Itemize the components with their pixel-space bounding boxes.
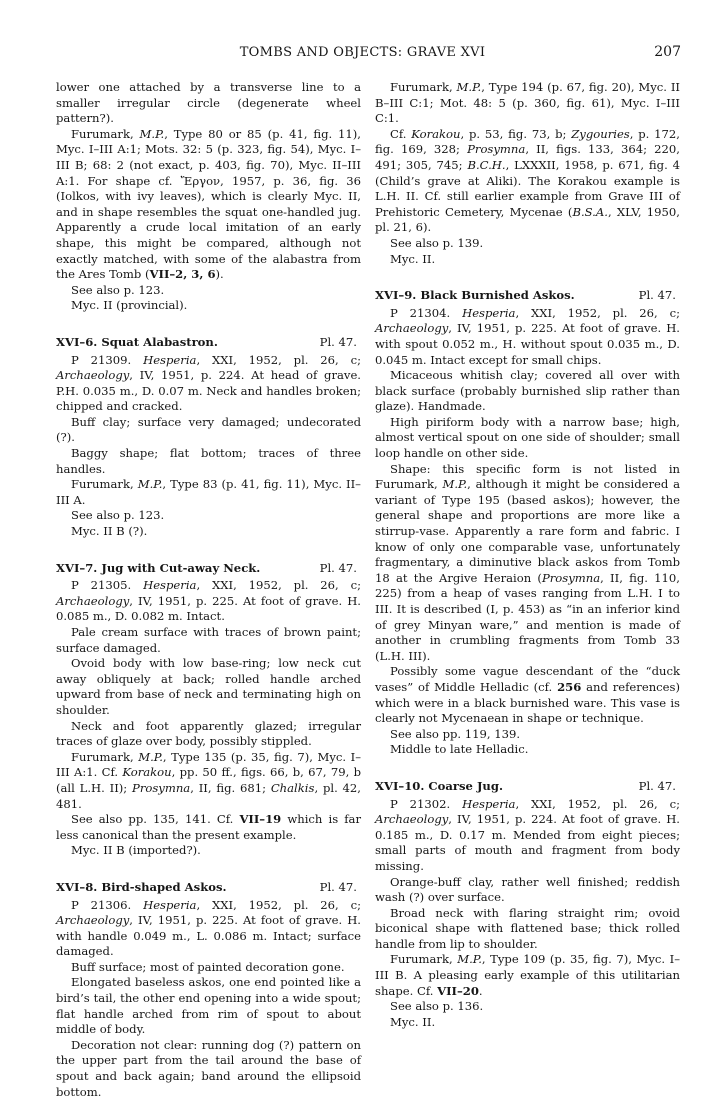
- paragraph: Middle to late Helladic.: [390, 742, 529, 757]
- paragraph: See also p. 139.: [390, 235, 484, 250]
- paragraph: Shape: this specific form is not listed in Furumark, M.P., although it might be considered a variant of Type 195 (based askos); however, the general shape and proportions are more like a stirrup-vase. Apparently a rare form and fabric. I know of only one comparable vase, unfortunately fragmentary, a diminutive black askos from Tomb 18 at the Argive Heraion (Prosymna, II, fig. 110, 225) from a heap of vases ranging from L.H. I to III. It is described (I, p. 453) as “in an inferior kind of grey Minyan ware,” and mention is made of another in crumbling fragments from Tomb 33 (L.H. III).: [375, 461, 680, 663]
- paragraph: lower one attached by a transverse line to a smaller irregular circle (degenerate wheel pattern?).: [56, 80, 361, 126]
- entry-heading: [56, 561, 361, 577]
- paragraph: See also pp. 135, 141. Cf. VII–19 which is far less canonical than the present example.: [56, 812, 361, 842]
- entry-title: XVI–10. Coarse Jug.: [375, 778, 503, 793]
- paragraph: Decoration not clear: running dog (?) pattern on the upper part from the tail around the base of spout and back again; band around the ellipsoid bottom.: [56, 1037, 361, 1099]
- entry-title: XVI–6. Squat Alabastron.: [56, 334, 218, 349]
- catalogue-entry-xvi-8: [56, 880, 361, 1100]
- paragraph: See also p. 123.: [71, 282, 165, 297]
- paragraph: Myc. II (provincial).: [71, 298, 188, 313]
- paragraph: Possibly some vague descendant of the “duck vases” of Middle Helladic (cf. 256 and references) which were in a black burnished ware. This vase is clearly not Mycenaean in shape or technique.: [375, 664, 680, 726]
- plate-reference: Pl. 47.: [319, 334, 357, 349]
- paragraph: P 21305. Hesperia, XXI, 1952, pl. 26, c; Archaeology, IV, 1951, p. 225. At foot of grave. H. 0.085 m., D. 0.082 m. Intact.: [56, 578, 361, 624]
- running-title: TOMBS AND OBJECTS: GRAVE XVI: [239, 45, 486, 60]
- paragraph: Ovoid body with low base-ring; low neck cut away obliquely at back; rolled handle arched upward from base of neck and terminating high on shoulder.: [56, 656, 361, 717]
- entry-title: XVI–8. Bird-shaped Askos.: [56, 879, 227, 894]
- paragraph: See also pp. 119, 139.: [390, 726, 521, 741]
- entry-heading: [56, 880, 361, 896]
- plate-reference: Pl. 47.: [638, 288, 676, 303]
- paragraph: Myc. II B (imported?).: [71, 843, 201, 858]
- continued-entry-left: [56, 80, 361, 314]
- running-head: [0, 45, 725, 65]
- paragraph: High piriform body with a narrow base; high, almost vertical spout on one side of shoulder; small loop handle on other side.: [375, 414, 680, 461]
- catalogue-entry-xvi-6: [56, 335, 361, 540]
- left-column: [56, 80, 361, 1100]
- paragraph: Micaceous whitish clay; covered all over with black surface (probably burnished slip rather than glaze). Handmade.: [375, 368, 680, 414]
- entry-heading: [56, 335, 361, 351]
- paragraph: See also p. 136.: [390, 999, 484, 1014]
- continued-entry-right: [375, 80, 680, 267]
- paragraph: P 21304. Hesperia, XXI, 1952, pl. 26, c; Archaeology, IV, 1951, p. 225. At foot of grave. H. with spout 0.052 m., H. without spout 0.035 m., D. 0.045 m. Intact except for small chips.: [375, 305, 680, 367]
- catalogue-entry-xvi-10: [375, 779, 680, 1031]
- paragraph: Cf. Korakou, p. 53, fig. 73, b; Zygouries, p. 172, fig. 169, 328; Prosymna, II, figs. 133, 364; 220, 491; 305, 745; B.C.H., LXXXII, 1958, p. 671, fig. 4 (Child’s grave at Aliki). The Korakou example is L.H. II. Cf. still earlier example from Grave III of Prehistoric Cemetery, Mycenae (B.S.A., XLV, 1950, pl. 21, 6).: [375, 126, 680, 235]
- entry-title: XVI–9. Black Burnished Askos.: [375, 288, 575, 303]
- paragraph: Orange-buff clay, rather well finished; reddish wash (?) over surface.: [375, 874, 680, 905]
- entry-title: XVI–7. Jug with Cut-away Neck.: [56, 560, 261, 575]
- plate-reference: Pl. 47.: [319, 879, 357, 894]
- paragraph: Furumark, M.P., Type 135 (p. 35, fig. 7), Myc. I–III A:1. Cf. Korakou, pp. 50 ff., figs. 66, b, 67, 79, b (all L.H. II); Prosymna, II, fig. 681; Chalkis, pl. 42, 481.: [56, 749, 361, 811]
- paragraph: Baggy shape; flat bottom; traces of three handles.: [56, 446, 361, 476]
- paragraph: Neck and foot apparently glazed; irregular traces of glaze over body, possibly stippled.: [56, 718, 361, 749]
- page-number: 207: [654, 44, 681, 60]
- entry-heading: [375, 779, 680, 795]
- paragraph: P 21309. Hesperia, XXI, 1952, pl. 26, c; Archaeology, IV, 1951, p. 224. At head of grave. P.H. 0.035 m., D. 0.07 m. Neck and handles broken; chipped and cracked.: [56, 352, 361, 414]
- paragraph: Elongated baseless askos, one end pointed like a bird’s tail, the other end opening into a wide spout; flat handle arched from rim of spout to about middle of body.: [56, 975, 361, 1037]
- catalogue-entry-xvi-7: [56, 561, 361, 859]
- paragraph: Furumark, M.P., Type 83 (p. 41, fig. 11), Myc. II–III A.: [56, 477, 361, 507]
- catalogue-entry-xvi-9: [375, 288, 680, 758]
- paragraph: P 21302. Hesperia, XXI, 1952, pl. 26, c; Archaeology, IV, 1951, p. 224. At foot of grave. H. 0.185 m., D. 0.17 m. Mended from eight pieces; small parts of mouth and fragment from body missing.: [375, 796, 680, 873]
- plate-reference: Pl. 47.: [638, 778, 676, 793]
- plate-reference: Pl. 47.: [319, 560, 357, 575]
- paragraph: Furumark, M.P., Type 109 (p. 35, fig. 7), Myc. I–III B. A pleasing early example of this utilitarian shape. Cf. VII–20.: [375, 952, 680, 998]
- paragraph: Furumark, M.P., Type 194 (p. 67, fig. 20), Myc. II B–III C:1; Mot. 48: 5 (p. 360, fig. 61), Myc. I–III C:1.: [375, 80, 680, 126]
- paragraph: Pale cream surface with traces of brown paint; surface damaged.: [56, 625, 361, 655]
- paragraph: Myc. II B (?).: [71, 524, 148, 539]
- paragraph: Buff clay; surface very damaged; undecorated (?).: [56, 414, 361, 445]
- paragraph: Furumark, M.P., Type 80 or 85 (p. 41, fig. 11), Myc. I–III A:1; Mots. 32: 5 (p. 323, fig. 54), Myc. I–III B; 68: 2 (not exact, p. 403, fig. 70), Myc. II–III A:1. For shape cf. Ἔργον, 1957, p. 36, fig. 36 (Iolkos, with ivy leaves), which is clearly Myc. II, and in shape resembles the squat one-handled jug. Apparently a crude local imitation of an early shape, this might be compared, although not exactly matched, with some of the alabastra from the Ares Tomb (VII–2, 3, 6).: [56, 126, 361, 282]
- entry-heading: [375, 288, 680, 304]
- paragraph: Broad neck with flaring straight rim; ovoid biconical shape with flattened base; thick rolled handle from lip to shoulder.: [375, 905, 680, 951]
- right-column: [375, 80, 680, 1030]
- paragraph: Myc. II.: [390, 251, 436, 266]
- paragraph: P 21306. Hesperia, XXI, 1952, pl. 26, c; Archaeology, IV, 1951, p. 225. At foot of grave. H. with handle 0.049 m., L. 0.086 m. Intact; surface damaged.: [56, 897, 361, 959]
- paragraph: See also p. 123.: [71, 508, 165, 523]
- paragraph: Myc. II.: [390, 1014, 436, 1029]
- paragraph: Buff surface; most of painted decoration gone.: [71, 959, 345, 974]
